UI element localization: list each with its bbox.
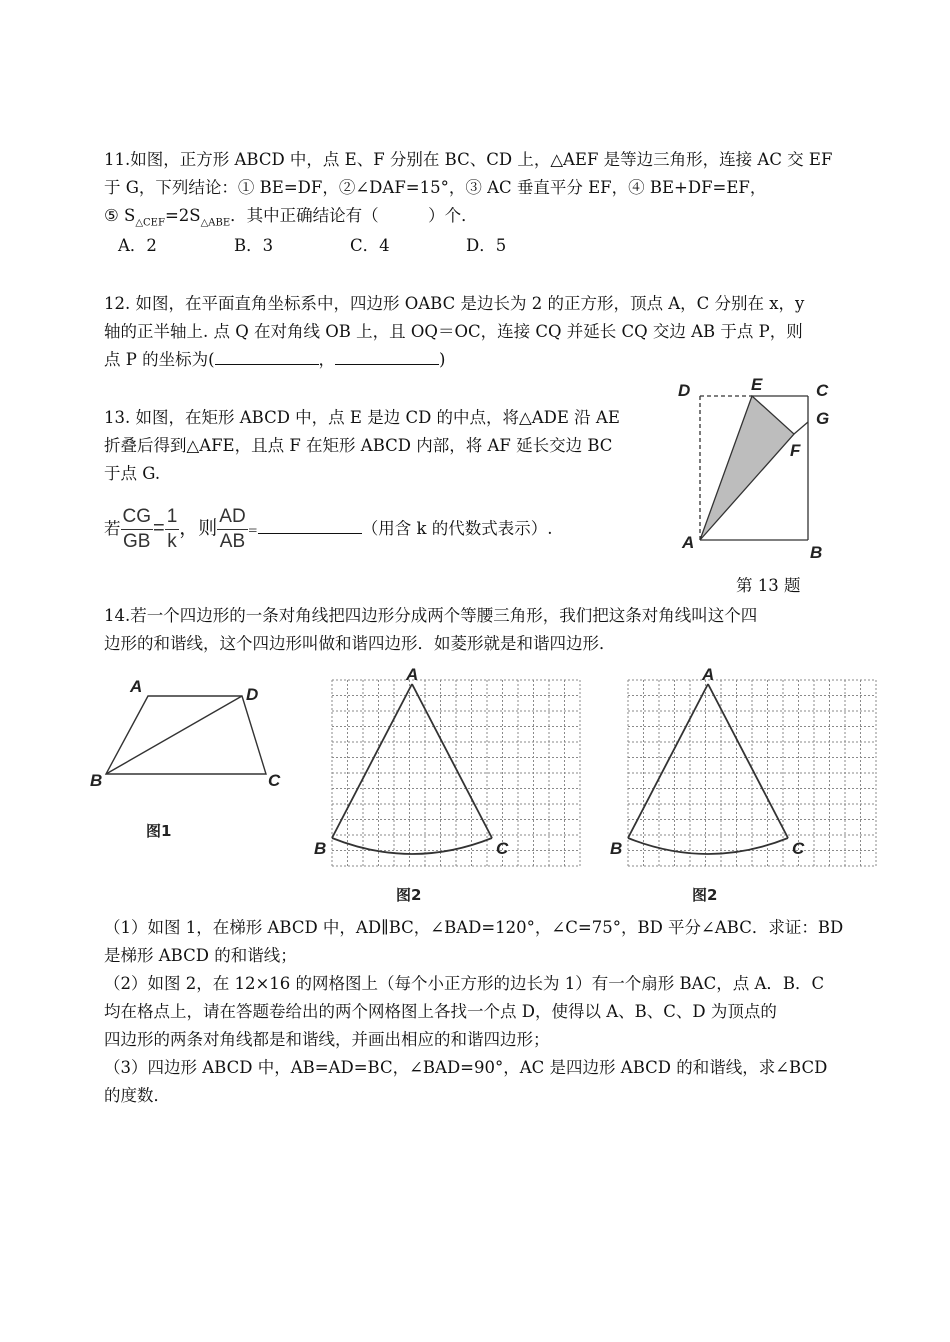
svg-text:A: A: [406, 666, 419, 684]
q13-figure: [672, 372, 850, 570]
svg-text:E: E: [751, 375, 763, 394]
svg-text:C: C: [792, 839, 805, 858]
svg-text:D: D: [678, 381, 691, 400]
q11-line1: 11.如图，正方形 ABCD 中，点 E、F 分别在 BC、CD 上，△AEF 是等边三角形，连接 AC 交 EF: [104, 150, 833, 169]
svg-text:B: B: [810, 543, 823, 562]
option-c: C．4: [350, 236, 390, 255]
q12-line1: 12. 如图，在平面直角坐标系中，四边形 OABC 是边长为 2 的正方形，顶点 A，C 分别在 x，y: [104, 294, 805, 313]
radius-ac: [708, 684, 788, 838]
fraction-1-k: $\frac{1}{k}$: [166, 506, 178, 552]
svg-text:图2: 图2: [692, 886, 718, 904]
svg-text:A: A: [702, 666, 715, 684]
trapezoid-abcd: [106, 696, 266, 774]
svg-text:B: B: [314, 839, 327, 858]
svg-text:A: A: [682, 533, 695, 552]
q14-part1-line1: （1）如图 1，在梯形 ABCD 中，AD∥BC，∠BAD=120°，∠C=75°，BD 平分∠ABC．求证：BD: [104, 918, 844, 937]
q14-part2-line1: （2）如图 2，在 12×16 的网格图上（每个小正方形的边长为 1）有一个扇形 BAC，点 A．B．C: [104, 974, 825, 993]
svg-text:C: C: [268, 771, 281, 790]
q13-line3: 于点 G.: [104, 464, 161, 483]
q14-part2-line3: 四边形的两条对角线都是和谐线，并画出相应的和谐四边形；: [104, 1030, 550, 1049]
radius-ab: [628, 684, 708, 838]
answer-blank-y[interactable]: [335, 346, 439, 365]
q13-caption: 第 13 题: [736, 576, 801, 595]
arc-bc: [332, 838, 492, 854]
q14-figure1: [88, 672, 298, 852]
q14-part3-line1: （3）四边形 ABCD 中，AB=AD=BC，∠BAD=90°，AC 是四边形 ABCD 的和谐线，求∠BCD: [104, 1058, 828, 1077]
q13-line1: 13. 如图，在矩形 ABCD 中，点 E 是边 CD 的中点，将△ADE 沿 AE: [104, 408, 620, 427]
svg-text:C: C: [496, 839, 509, 858]
svg-text:F: F: [790, 441, 801, 460]
q12-line3: 点 P 的坐标为( ， ): [104, 346, 445, 374]
triangle-aef-shaded: [700, 396, 794, 540]
svg-text:C: C: [816, 381, 829, 400]
svg-text:G: G: [816, 409, 830, 428]
q13-line2: 折叠后得到△AFE，且点 F 在矩形 ABCD 内部，将 AF 延长交边 BC: [104, 436, 613, 455]
q14-figure3-grid: [606, 666, 892, 906]
radius-ab: [332, 684, 412, 838]
svg-text:B: B: [90, 771, 103, 790]
arc-bc: [628, 838, 788, 854]
fraction-ad-ab: $\frac{AD}{AB}$: [219, 506, 246, 552]
option-b: B．3: [234, 236, 274, 255]
q14-line1: 14.若一个四边形的一条对角线把四边形分成两个等腰三角形，我们把这条对角线叫这个四: [104, 606, 758, 625]
segment-fg: [794, 422, 808, 434]
svg-text:图2: 图2: [396, 886, 422, 904]
fraction-cg-gb: $\frac{CG}{GB}$: [122, 506, 151, 552]
q12-line2: 轴的正半轴上. 点 Q 在对角线 OB 上，且 OQ＝OC，连接 CQ 并延长 CQ 交边 AB 于点 P，则: [104, 322, 803, 341]
q13-formula: 若 $\frac{CG}{GB}$ = $\frac{1}{k}$ ，则 $\frac{AD}{AB}$ = （用含 k 的代数式表示）.: [104, 506, 553, 552]
option-d: D．5: [466, 236, 507, 255]
svg-text:B: B: [610, 839, 623, 858]
answer-blank-ad-ab[interactable]: [258, 515, 362, 534]
q14-part1-line2: 是梯形 ABCD 的和谐线；: [104, 946, 297, 965]
q14-figure2-grid: [310, 666, 596, 906]
q14-part3-line2: 的度数．: [104, 1086, 170, 1105]
svg-text:A: A: [130, 677, 143, 696]
svg-text:D: D: [246, 685, 259, 704]
q14-line2: 边形的和谐线，这个四边形叫做和谐四边形．如菱形就是和谐四边形．: [104, 634, 616, 653]
q14-part2-line2: 均在格点上，请在答题卷给出的两个网格图上各找一个点 D，使得以 A、B、C、D 为顶点的: [104, 1002, 777, 1021]
q11-options: [118, 232, 582, 260]
svg-text:图1: 图1: [146, 822, 172, 840]
option-a: A．2: [118, 236, 157, 255]
q11-line3: ⑤ $S_{\triangle CEF}=2S_{\triangle ABE}$．其中正确结论有（ ）个．: [104, 206, 478, 229]
radius-ac: [412, 684, 492, 838]
q11-line2: 于 G，下列结论：① BE=DF，②∠DAF=15°，③ AC 垂直平分 EF，④ BE+DF=EF，: [104, 178, 767, 197]
answer-blank-x[interactable]: [215, 346, 319, 365]
